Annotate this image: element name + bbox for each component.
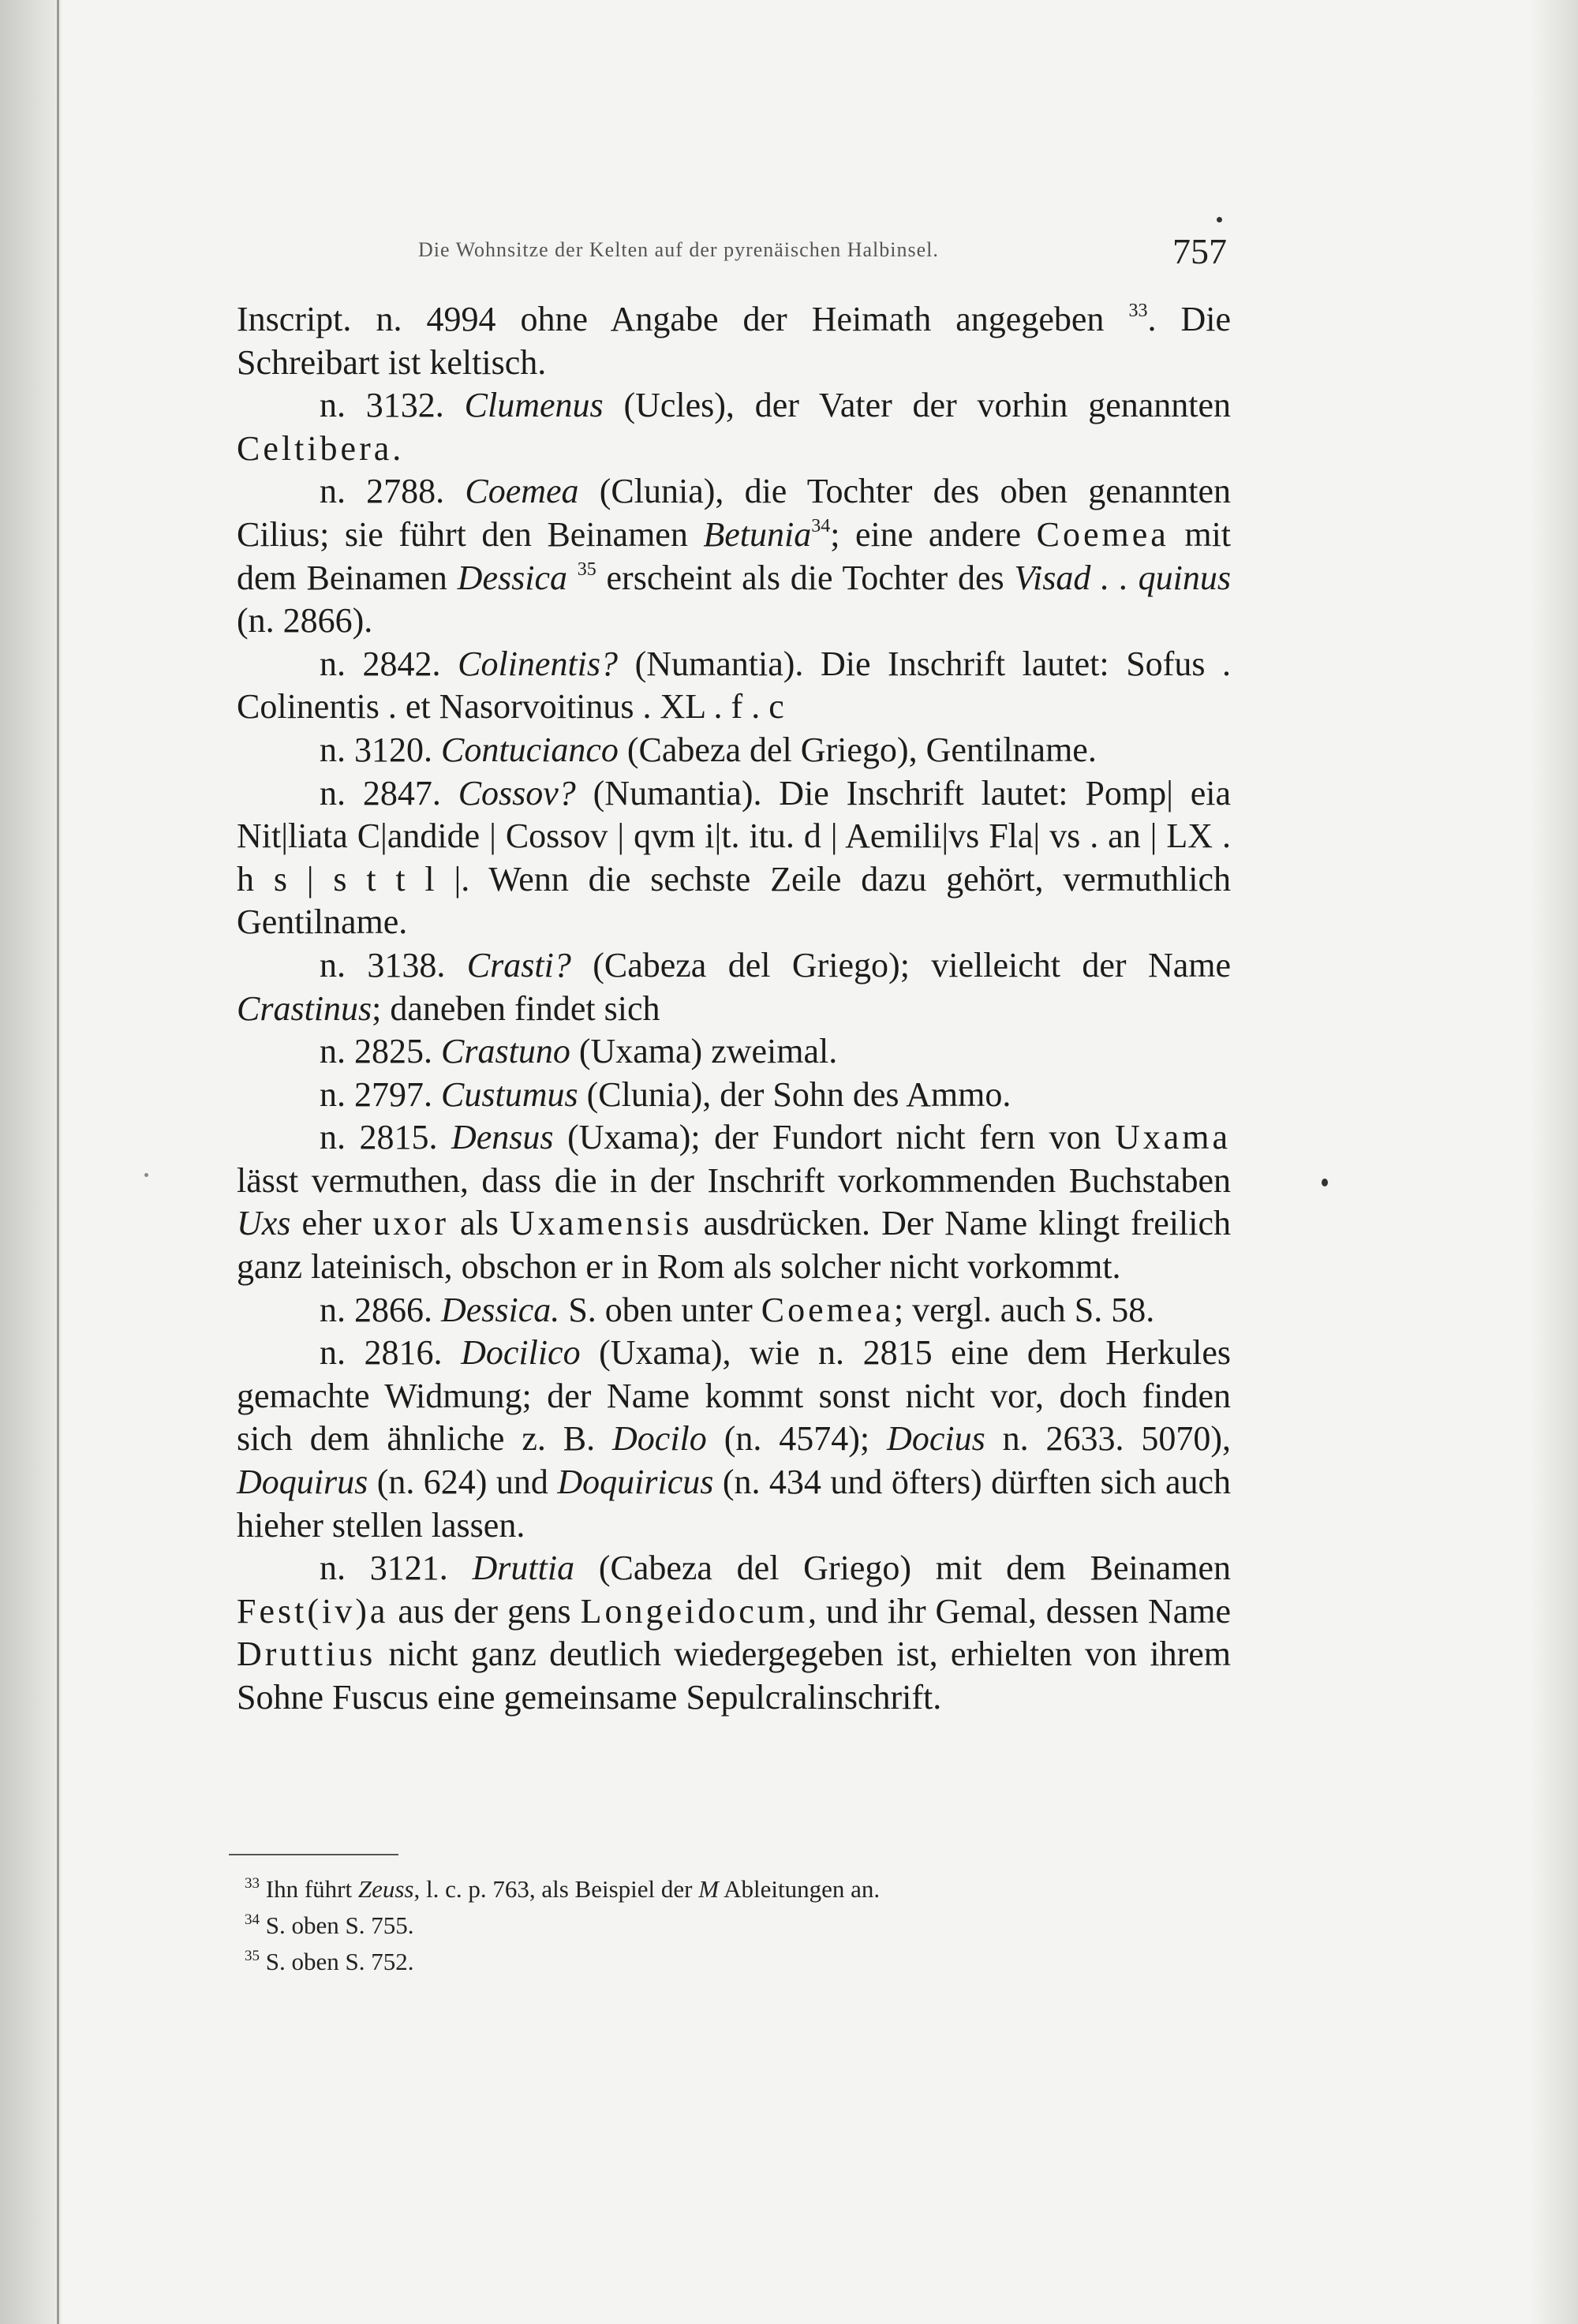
entry-name: Cossov? [458, 773, 576, 813]
entry-2788: n. 2788. Coemea (Clunia), die Tochter des oben genannten Cilius; sie führt den Beinamen Betunia$^{34}$; eine andere Coemea mit dem Beinamen Dessica $^{35}$ erscheint als die Tochter des Visad . . quinus (n. 2866). [237, 472, 1232, 641]
entry-3120: n. 3120. Contucianco (Cabeza del Griego), Gentilname. [320, 730, 1097, 769]
entry-name: Colinentis? [458, 644, 619, 683]
entry-name: Druttia [472, 1549, 575, 1588]
entry-3132: n. 3132. Clumenus (Ucles), der Vater der vorhin genannten Celtibera. [237, 386, 1232, 468]
page-number: 757 [1172, 231, 1227, 271]
paragraph-1: Inscript. n. 4994 ohne Angabe der Heimath angegeben $^{33}$. Die Schreibart ist keltisch. [237, 300, 1232, 382]
entry-name: Custumus [441, 1074, 578, 1114]
entry-name: Docilico [461, 1333, 581, 1373]
entry-2797: n. 2797. Custumus (Clunia), der Sohn des Ammo. [320, 1074, 1011, 1114]
footnote-divider [229, 1854, 398, 1855]
footnote-ref-34[interactable]: 34 [811, 515, 831, 536]
entry-2866: n. 2866. Dessica. S. oben unter Coemea; vergl. auch S. 58. [320, 1290, 1155, 1329]
footnote-33: $^{33}$ Ihn führt Zeuss, l. c. p. 763, als Beispiel der M Ableitungen an. [245, 1875, 881, 1903]
footnote-ref-35[interactable]: 35 [577, 559, 596, 580]
entry-name: Coemea [465, 472, 579, 511]
footnote-35: $^{35}$ S. oben S. 752. [245, 1948, 414, 1975]
footnote-ref-33[interactable]: 33 [1128, 301, 1148, 321]
entry-2842: n. 2842. Colinentis? (Numantia). Die Inschrift lautet: Sofus . Colinentis . et Nasorvoitinus . XL . f . c [237, 644, 1231, 727]
entry-name: Clumenus [464, 386, 604, 425]
footnotes [245, 1871, 1231, 1980]
ink-speck [1217, 217, 1222, 222]
ink-speck [144, 1173, 148, 1177]
entry-name: Crasti? [466, 945, 571, 985]
entry-name: Dessica. [441, 1290, 560, 1329]
entry-name: Densus [451, 1118, 554, 1157]
entry-3121: n. 3121. Druttia (Cabeza del Griego) mit dem Beinamen Fest(iv)a aus der gens Longeidocum, und ihr Gemal, dessen Name Druttius nicht ganz deutlich wiedergegeben ist, erhielten von ihrem Sohne Fuscus eine gemeinsame Sepulcralinschrift. [237, 1549, 1232, 1717]
entry-2847: n. 2847. Cossov? (Numantia). Die Inschrift lautet: Pomp| eia Nit|liata C|andide | Cossov | qvm i|t. itu. d | Aemili|vs Fla| vs . an | LX . h s | s t t l |. Wenn die sechste Zeile dazu gehört, vermuthlich Gentilname. [237, 773, 1231, 942]
entry-2816: n. 2816. Docilico (Uxama), wie n. 2815 eine dem Herkules gemachte Widmung; der Name kommt sonst nicht vor, doch finden sich dem ähnliche z. B. Docilo (n. 4574); Docius n. 2633. 5070), Doquirus (n. 624) und Doquiricus (n. 434 und öfters) dürften sich auch hieher stellen lassen. [237, 1333, 1232, 1545]
footnote-34: $^{34}$ S. oben S. 755. [245, 1911, 414, 1939]
entry-name: Contucianco [441, 730, 619, 769]
binding-edge-line [57, 0, 59, 2324]
entry-3138: n. 3138. Crasti? (Cabeza del Griego); vielleicht der Name Crastinus; daneben findet sich [237, 945, 1232, 1028]
entry-2815: n. 2815. Densus (Uxama); der Fundort nicht fern von Uxama lässt vermuthen, dass die in der Inschrift vorkommenden Buchstaben Uxs eher uxor als Uxamensis ausdrücken. Der Name klingt freilich ganz lateinisch, obschon er in Rom als solcher nicht vorkommt. [237, 1118, 1232, 1287]
body-text [237, 298, 1231, 1720]
ink-speck [1322, 1179, 1328, 1186]
page-gutter-shadow [0, 0, 62, 2324]
running-title: Die Wohnsitze der Kelten auf der pyrenäischen Halbinsel. [418, 238, 939, 261]
page-right-edge [1531, 0, 1578, 2324]
entry-2825: n. 2825. Crastuno (Uxama) zweimal. [320, 1032, 838, 1071]
entry-name: Crastuno [441, 1032, 570, 1071]
